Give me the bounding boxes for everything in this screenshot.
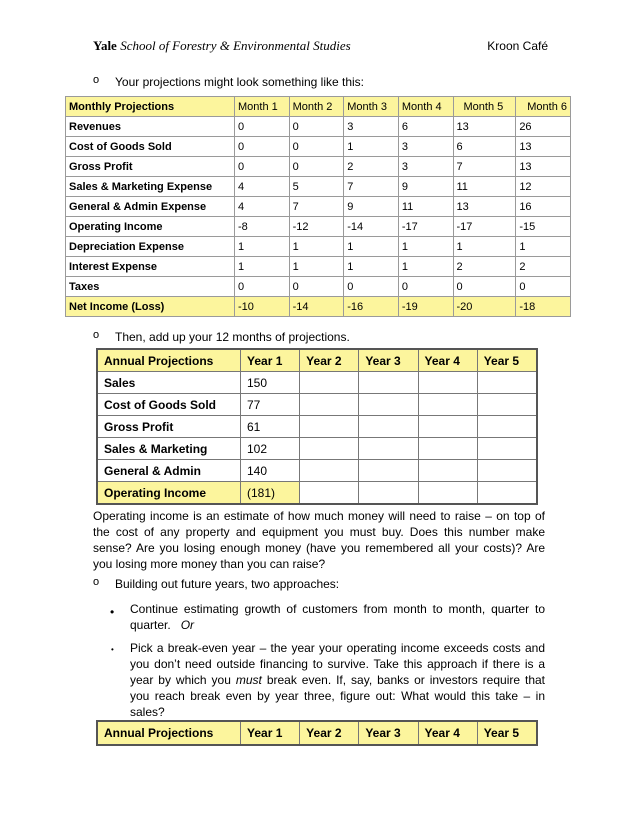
monthly-cell: 26 (516, 117, 571, 137)
monthly-row-label: Gross Profit (66, 157, 235, 177)
approach-two-post: break even. If, say, banks or investors require that you reach break even by year three, figure out: What would this take – in sales? (130, 673, 546, 719)
monthly-cell: 6 (398, 117, 453, 137)
monthly-cell: 1 (289, 257, 344, 277)
monthly-row (66, 157, 571, 177)
annual2-header-cell: Year 5 (477, 721, 537, 745)
monthly-cell: 9 (398, 177, 453, 197)
annual2-header-label: Annual Projections (97, 721, 241, 745)
approach-one-text: Continue estimating growth of customers from month to month, quarter to quarter. (130, 602, 545, 632)
bullet-text: Building out future years, two approaches: (115, 577, 340, 591)
annual-header-cell: Year 4 (418, 349, 477, 372)
monthly-cell: 13 (516, 157, 571, 177)
approach-two (130, 640, 545, 720)
operating-income-paragraph: Operating income is an estimate of how much money will need to raise – on top of the cost of any property and equipment you must buy. Does this number make sense? Are you losing enough money (have you remembered all your costs)? Are you losing more money than you can raise? (93, 509, 545, 571)
approach-dot-icon: • (111, 645, 114, 654)
annual-cell-empty (477, 416, 537, 438)
monthly-cell: 3 (344, 117, 399, 137)
annual-cell-year1: 150 (241, 372, 300, 394)
monthly-cell: 11 (398, 197, 453, 217)
monthly-cell: 2 (344, 157, 399, 177)
monthly-header-cell: Month 1 (235, 97, 290, 117)
annual-cell-empty (418, 482, 477, 505)
monthly-header-cell: Month 5 (453, 97, 516, 117)
monthly-cell: -17 (398, 217, 453, 237)
monthly-row (66, 117, 571, 137)
annual2-header-cell: Year 2 (300, 721, 359, 745)
annual-cell-year1: 102 (241, 438, 300, 460)
monthly-cell: 11 (453, 177, 516, 197)
monthly-header-cell: Month 2 (289, 97, 344, 117)
annual-row (97, 416, 537, 438)
annual-cell-empty (300, 416, 359, 438)
annual-cell-year1: 77 (241, 394, 300, 416)
approach-one-or: Or (180, 618, 195, 632)
monthly-row (66, 217, 571, 237)
monthly-cell: 13 (453, 117, 516, 137)
annual-cell-empty (300, 438, 359, 460)
annual-cell-empty (418, 438, 477, 460)
monthly-row-label: Revenues (66, 117, 235, 137)
monthly-cell: 4 (235, 197, 290, 217)
monthly-cell: -17 (453, 217, 516, 237)
monthly-cell: 1 (344, 237, 399, 257)
annual2-header-cell: Year 4 (418, 721, 477, 745)
monthly-cell: 0 (453, 277, 516, 297)
annual-row-label: Sales (97, 372, 241, 394)
monthly-cell: 16 (516, 197, 571, 217)
bullet-text: Your projections might look something like this: (115, 75, 365, 89)
monthly-cell: 4 (235, 177, 290, 197)
monthly-row (66, 177, 571, 197)
annual-row-label: Operating Income (97, 482, 241, 505)
page-header (93, 38, 548, 54)
monthly-cell: 0 (235, 277, 290, 297)
monthly-row (66, 257, 571, 277)
monthly-cell: 0 (235, 117, 290, 137)
annual-cell-empty (359, 460, 418, 482)
annual-cell-empty (300, 482, 359, 505)
annual-cell-empty (418, 416, 477, 438)
approach-one (130, 601, 545, 633)
annual-cell-empty (477, 482, 537, 505)
monthly-cell: 0 (344, 277, 399, 297)
annual-cell-empty (477, 460, 537, 482)
annual-row (97, 372, 537, 394)
monthly-cell: 7 (289, 197, 344, 217)
header-yale: Yale (93, 38, 117, 53)
annual-cell-empty (477, 372, 537, 394)
monthly-cell: 3 (398, 157, 453, 177)
annual-row (97, 394, 537, 416)
monthly-cell: -18 (516, 297, 571, 317)
monthly-cell: 1 (344, 257, 399, 277)
annual-row-label: Gross Profit (97, 416, 241, 438)
annual-cell-empty (359, 372, 418, 394)
monthly-cell: 0 (289, 137, 344, 157)
annual-cell-empty (300, 372, 359, 394)
monthly-cell: 1 (398, 257, 453, 277)
monthly-row (66, 197, 571, 217)
monthly-cell: 0 (235, 137, 290, 157)
annual-cell-year1: 61 (241, 416, 300, 438)
monthly-cell: 0 (289, 277, 344, 297)
monthly-cell: 9 (344, 197, 399, 217)
monthly-cell: -19 (398, 297, 453, 317)
monthly-header-row (66, 97, 571, 117)
header-school: School of Forestry & Environmental Studies (120, 38, 351, 53)
monthly-row-label: General & Admin Expense (66, 197, 235, 217)
monthly-cell: 12 (516, 177, 571, 197)
annual-cell-empty (477, 394, 537, 416)
monthly-cell: 7 (344, 177, 399, 197)
monthly-cell: 0 (516, 277, 571, 297)
monthly-projections-table (65, 96, 571, 317)
annual-row-label: Cost of Goods Sold (97, 394, 241, 416)
approach-two-must: must (235, 673, 262, 687)
annual-header-label: Annual Projections (97, 349, 241, 372)
annual-cell-empty (418, 394, 477, 416)
monthly-row-label: Net Income (Loss) (66, 297, 235, 317)
annual-row (97, 438, 537, 460)
header-cafe: Kroon Café (487, 39, 548, 53)
annual-cell-empty (418, 460, 477, 482)
monthly-cell: -15 (516, 217, 571, 237)
monthly-header-cell: Month 3 (344, 97, 399, 117)
monthly-row-label: Operating Income (66, 217, 235, 237)
annual-cell-empty (359, 416, 418, 438)
annual-projections-header-table (96, 720, 538, 746)
monthly-cell: 1 (453, 237, 516, 257)
monthly-cell: 6 (453, 137, 516, 157)
annual2-header-cell: Year 3 (359, 721, 418, 745)
annual-cell-empty (418, 372, 477, 394)
monthly-cell: -12 (289, 217, 344, 237)
monthly-cell: 7 (453, 157, 516, 177)
monthly-cell: 0 (289, 157, 344, 177)
monthly-cell: -8 (235, 217, 290, 237)
monthly-cell: 0 (398, 277, 453, 297)
annual-row-label: Sales & Marketing (97, 438, 241, 460)
monthly-cell: 1 (344, 137, 399, 157)
monthly-cell: 1 (235, 237, 290, 257)
annual-cell-empty (359, 482, 418, 505)
annual-header-cell: Year 5 (477, 349, 537, 372)
approach-two-pre: Pick a break-even year – the year your operating income exceeds costs and you don’t need outside financing to survive. Take this approach if there is a year by which you (130, 641, 545, 687)
monthly-cell: 1 (516, 237, 571, 257)
annual-row (97, 460, 537, 482)
monthly-header-cell: Month 6 (516, 97, 571, 117)
annual-cell-empty (359, 394, 418, 416)
annual-row-label: General & Admin (97, 460, 241, 482)
monthly-cell: 3 (398, 137, 453, 157)
annual-header-cell: Year 3 (359, 349, 418, 372)
monthly-row-label: Depreciation Expense (66, 237, 235, 257)
monthly-row (66, 137, 571, 157)
monthly-cell: -14 (344, 217, 399, 237)
bullet-marker-icon: o (93, 74, 100, 86)
monthly-cell: 13 (453, 197, 516, 217)
annual-header-cell: Year 2 (300, 349, 359, 372)
annual2-header-cell: Year 1 (241, 721, 300, 745)
annual2-header-row (97, 721, 537, 745)
monthly-cell: 0 (289, 117, 344, 137)
monthly-cell: 1 (235, 257, 290, 277)
monthly-row (66, 277, 571, 297)
bullet-text: Then, add up your 12 months of projections. (115, 330, 350, 344)
annual-header-cell: Year 1 (241, 349, 300, 372)
bullet-marker-icon: o (93, 329, 100, 341)
monthly-cell: -20 (453, 297, 516, 317)
approach-dot-icon: • (110, 605, 115, 619)
monthly-row (66, 237, 571, 257)
monthly-cell: -10 (235, 297, 290, 317)
monthly-cell: 2 (453, 257, 516, 277)
annual-cell-year1: (181) (241, 482, 300, 505)
annual-row (97, 482, 537, 505)
monthly-cell: -16 (344, 297, 399, 317)
monthly-cell: 0 (235, 157, 290, 177)
annual-cell-empty (359, 438, 418, 460)
monthly-row-label: Sales & Marketing Expense (66, 177, 235, 197)
monthly-row-label: Taxes (66, 277, 235, 297)
bullet-marker-icon: o (93, 576, 100, 588)
monthly-header-label: Monthly Projections (66, 97, 235, 117)
monthly-row (66, 297, 571, 317)
annual-cell-empty (477, 438, 537, 460)
annual-cell-year1: 140 (241, 460, 300, 482)
annual-header-row (97, 349, 537, 372)
monthly-row-label: Interest Expense (66, 257, 235, 277)
monthly-cell: -14 (289, 297, 344, 317)
monthly-row-label: Cost of Goods Sold (66, 137, 235, 157)
annual-cell-empty (300, 460, 359, 482)
annual-projections-table (96, 348, 538, 505)
monthly-cell: 5 (289, 177, 344, 197)
monthly-cell: 2 (516, 257, 571, 277)
monthly-cell: 1 (289, 237, 344, 257)
monthly-cell: 13 (516, 137, 571, 157)
annual-cell-empty (300, 394, 359, 416)
monthly-cell: 1 (398, 237, 453, 257)
monthly-header-cell: Month 4 (398, 97, 453, 117)
